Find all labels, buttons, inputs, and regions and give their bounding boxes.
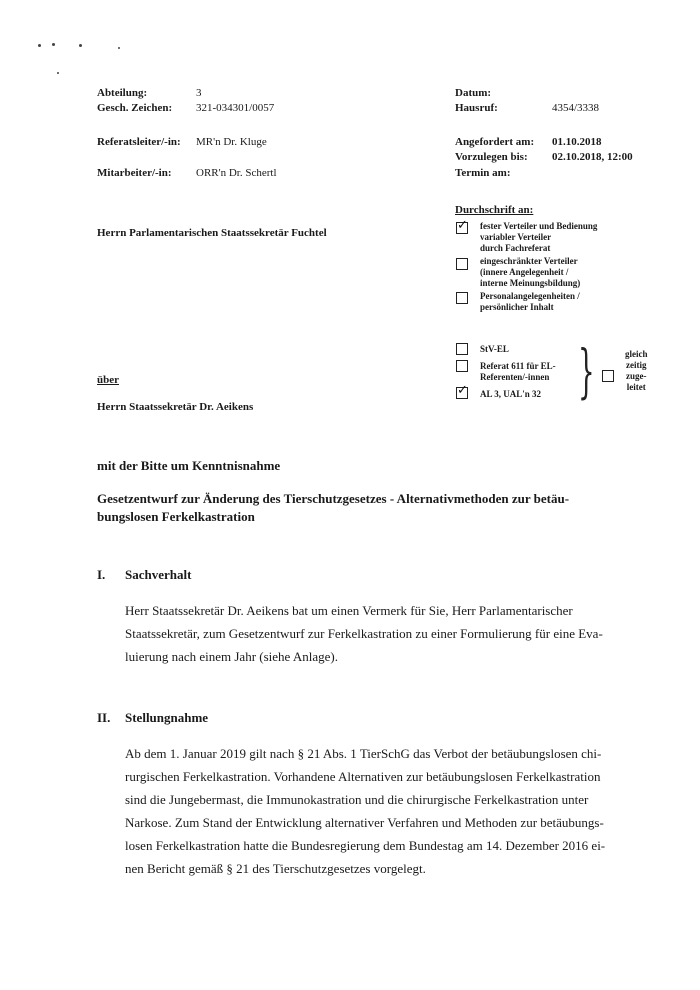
via-recipient: Herrn Staatssekretär Dr. Aeikens	[97, 401, 254, 413]
scan-speck	[52, 43, 55, 46]
verteiler-eingeschraenkt-checkbox[interactable]	[456, 258, 468, 270]
abteilung-label: Abteilung:	[97, 87, 148, 99]
section-1-title: Sachverhalt	[125, 567, 192, 582]
recipient: Herrn Parlamentarischen Staatssekretär Fuchtel	[97, 227, 327, 239]
verteiler-fest-checkbox[interactable]	[456, 222, 468, 234]
section-2-number: II.	[97, 710, 111, 725]
datum-label: Datum:	[455, 87, 492, 99]
section-2-title: Stellungnahme	[125, 710, 209, 725]
referat-611-checkbox[interactable]	[456, 360, 468, 372]
geschzeichen-value: 321-034301/0057	[196, 102, 275, 114]
subject: Gesetzentwurf zur Änderung des Tierschutzgesetzes - Alternativmethoden zur betäu- bungslosen Ferkelkastration	[97, 491, 570, 524]
ueber-label: über	[97, 374, 119, 386]
stv-el-label: StV-EL	[480, 344, 509, 354]
right-brace: }	[578, 337, 595, 405]
stv-el-checkbox[interactable]	[456, 343, 468, 355]
termin-label: Termin am:	[455, 167, 511, 179]
mitarbeiter-value: ORR'n Dr. Schertl	[196, 167, 277, 179]
durchschrift-title: Durchschrift an:	[455, 204, 534, 216]
personalangelegenheiten-label: Personalangelegenheiten / persönlicher Inhalt	[480, 291, 580, 312]
al3-ual32-checkbox[interactable]	[456, 387, 468, 399]
scan-speck	[118, 47, 120, 49]
referat-611-label: Referat 611 für EL- Referenten/-innen	[480, 361, 556, 382]
hausruf-value: 4354/3338	[552, 102, 600, 114]
geschzeichen-label: Gesch. Zeichen:	[97, 102, 173, 114]
scan-speck	[38, 44, 41, 47]
al3-ual32-label: AL 3, UAL'n 32	[480, 389, 542, 399]
abteilung-value: 3	[196, 87, 202, 99]
angefordert-label: Angefordert am:	[455, 136, 535, 148]
verteiler-eingeschraenkt-label: eingeschränkter Verteiler (innere Angelegenheit / interne Meinungsbildung)	[480, 256, 581, 288]
section-1-body: Herr Staatssekretär Dr. Aeikens bat um einen Vermerk für Sie, Herr Parlamentarischer Staatssekretär, zum Gesetzentwurf zur Ferkelkastration zu einer Formulierung für eine Eva- luierung nach einem Jahr (siehe Anlage).	[125, 603, 603, 664]
angefordert-value: 01.10.2018	[552, 136, 602, 148]
scan-speck	[79, 44, 82, 47]
referatsleiter-value: MR'n Dr. Kluge	[196, 136, 267, 148]
hausruf-label: Hausruf:	[455, 102, 498, 114]
vorzulegen-label: Vorzulegen bis:	[455, 151, 528, 163]
mitarbeiter-label: Mitarbeiter/-in:	[97, 167, 172, 179]
request-line: mit der Bitte um Kenntnisnahme	[97, 458, 281, 473]
section-2-body: Ab dem 1. Januar 2019 gilt nach § 21 Abs. 1 TierSchG das Verbot der betäubungslosen chi- rurgischen Ferkelkastration. Vorhandene Alternativen zur betäubungslosen Ferkelkastration sind die Jungebermast, die Immunokastration und die chirurgische Ferkelkastration unter Narkose. Zum Stand der Entwicklung alternativer Verfahren und Methoden zur betäubungs- losen Ferkelkastration hatte die Bundesregierung dem Bundestag am 14. Dezember 2016 ei- nen Bericht gemäß § 21 des Tierschutzgesetzes vorgelegt.	[125, 746, 606, 876]
gleichzeitig-label: gleich zeitig zuge- leitet	[625, 349, 648, 392]
verteiler-fest-label: fester Verteiler und Bedienung variabler Verteiler durch Fachreferat	[480, 221, 598, 253]
scan-speck	[57, 72, 59, 74]
gleichzeitig-checkbox[interactable]	[602, 370, 614, 382]
vorzulegen-value: 02.10.2018, 12:00	[552, 151, 633, 163]
referatsleiter-label: Referatsleiter/-in:	[97, 136, 181, 148]
personalangelegenheiten-checkbox[interactable]	[456, 292, 468, 304]
section-1-number: I.	[97, 567, 106, 582]
